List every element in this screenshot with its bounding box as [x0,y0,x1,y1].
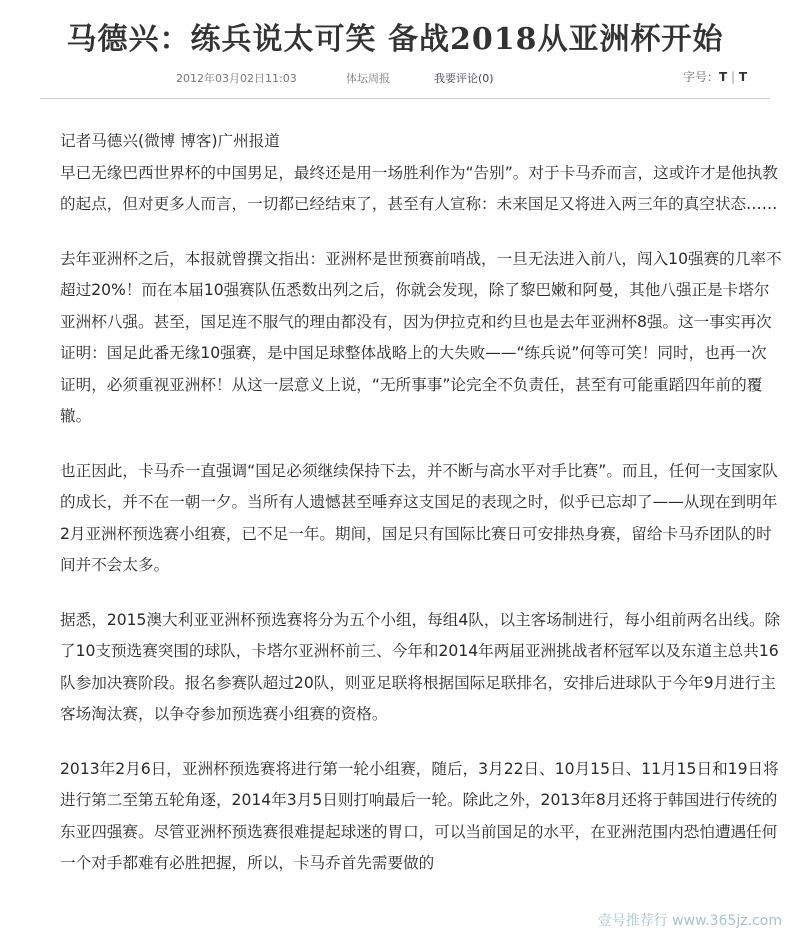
font-large-button[interactable]: T [719,70,728,84]
paragraph-4: 据悉，2015澳大利亚亚洲杯预选赛将分为五个小组，每组4队，以主客场制进行，每小组前两名出线。除了10支预选赛突围的球队，卡塔尔亚洲杯前三、今年和2014年两届亚洲挑战者杯冠军以及东道主总共16队参加决赛阶段。报名参赛队超过20队，则亚足联将根据国际足联排名，安排后进球队于今年9月进行主客场淘汰赛，以争夺参加预选赛小组赛的资格。 [60,610,781,723]
comments-link[interactable]: 我要评论(0) [434,72,494,85]
title-divider [40,98,770,99]
paragraph-2: 去年亚洲杯之后，本报就曾撰文指出：亚洲杯是世预赛前哨战，一旦无法进入前八，闯入10强赛的几率不超过20%！而在本届10强赛队伍悉数出列之后，你就会发现，除了黎巴嫩和阿曼，其他八强正是卡塔尔亚洲杯八强。甚至，国足连不服气的理由都没有，因为伊拉克和约旦也是去年亚洲杯8强。这一事实再次证明：国足此番无缘10强赛，是中国足球整体战略上的大失败——“练兵说”何等可笑！同时，也再一次证明，必须重视亚洲杯！从这一层意义上说，“无所事事”论完全不负责任，甚至有可能重蹈四年前的覆辙。 [60,249,782,425]
article-source: 体坛周报 [346,72,390,85]
font-small-button[interactable]: T [738,70,748,84]
article-meta [0,66,790,88]
font-size-separator: | [731,70,736,84]
article-body [60,126,782,903]
byline-suffix: )广州报道 [211,132,280,150]
paragraph-3: 也正因此，卡马乔一直强调“国足必须继续保持下去，并不断与高水平对手比赛”。而且，任何一支国家队的成长，并不在一朝一夕。当所有人遗憾甚至唾弃这支国足的表现之时，似乎已忘却了——从现在到明年2月亚洲杯预选赛小组赛，已不足一年。期间，国足只有国际比赛日可安排热身赛，留给卡马乔团队的时间并不会太多。 [60,461,778,574]
byline [60,126,782,158]
paragraph-1: 早已无缘巴西世界杯的中国男足，最终还是用一场胜利作为“告别”。对于卡马乔而言，这或许才是他执教的起点，但对更多人而言，一切都已经结束了，甚至有人宣称：未来国足又将进入两三年的真空状态…… [60,163,778,213]
publish-date: 2012年03月02日11:03 [176,72,297,85]
site-watermark: 壹号推荐行 www.365jz.com [597,913,782,929]
blog-link[interactable]: 博客 [180,132,212,150]
font-size-label: 字号： [683,70,720,84]
font-size-control [683,68,747,85]
byline-prefix: 记者马德兴( [60,132,145,150]
paragraph-5: 2013年2月6日，亚洲杯预选赛将进行第一轮小组赛，随后，3月22日、10月15日、11月15日和19日将进行第二至第五轮角逐，2014年3月5日则打响最后一轮。除此之外，2013年8月还将于韩国进行传统的东亚四强赛。尽管亚洲杯预选赛很难提起球迷的胃口，可以当前国足的水平，在亚洲范围内恐怕遭遇任何一个对手都难有必胜把握，所以，卡马乔首先需要做的 [60,759,779,872]
weibo-link[interactable]: 微博 [144,132,176,150]
article-title: 马德兴：练兵说太可笑 备战2018从亚洲杯开始 [66,22,724,57]
